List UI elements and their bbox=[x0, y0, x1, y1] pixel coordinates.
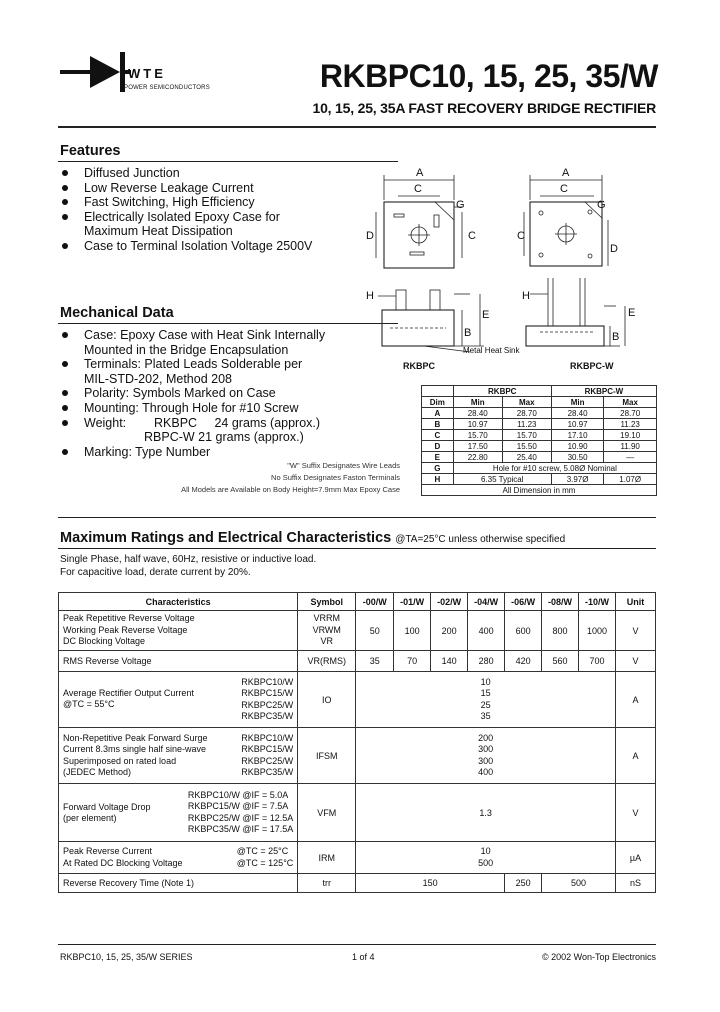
footer-page: 1 of 4 bbox=[352, 952, 375, 962]
table-header: Max bbox=[502, 397, 551, 408]
list-item: Electrically Isolated Epoxy Case for bbox=[62, 210, 312, 225]
cell-line: DC Blocking Voltage bbox=[63, 636, 146, 647]
table-cell: 10.97 bbox=[551, 419, 604, 430]
cell-line: 15 bbox=[480, 688, 491, 698]
table-cell: H bbox=[422, 474, 454, 485]
list-item-continuation: Maximum Heat Dissipation bbox=[84, 224, 233, 239]
ratings-title bbox=[60, 530, 565, 546]
table-cell: 17.10 bbox=[551, 430, 604, 441]
table-cell bbox=[59, 842, 298, 874]
list-item: Low Reverse Leakage Current bbox=[62, 181, 312, 196]
cell-line: 25 bbox=[480, 699, 491, 710]
table-header: RKBPC-W bbox=[551, 386, 656, 397]
cell-left bbox=[63, 733, 208, 779]
dim-label-B: B bbox=[612, 331, 620, 343]
table-cell: 140 bbox=[431, 651, 468, 672]
cell-line: RKBPC25/W bbox=[241, 699, 294, 710]
cell-line: 300 bbox=[478, 744, 494, 754]
table-cell: 19.10 bbox=[604, 430, 657, 441]
table-cell: 280 bbox=[468, 651, 505, 672]
cell-line: (JEDEC Method) bbox=[63, 767, 132, 777]
table-cell: IFSM bbox=[298, 728, 356, 784]
cell-line: RKBPC35/W bbox=[241, 711, 294, 721]
table-row bbox=[59, 874, 656, 893]
table-cell: VR(RMS) bbox=[298, 651, 356, 672]
cell-left bbox=[63, 790, 151, 836]
table-cell: V bbox=[616, 784, 656, 842]
rkbpcw-side-labels bbox=[522, 290, 635, 343]
cell-line: RKBPC25/W bbox=[241, 755, 294, 766]
dim-label-B: B bbox=[464, 327, 472, 339]
table-cell bbox=[59, 611, 298, 651]
cell-right bbox=[241, 677, 293, 723]
table-row bbox=[422, 474, 657, 485]
rkbpcw-side-view bbox=[526, 278, 625, 346]
list-item: Polarity: Symbols Marked on Case bbox=[62, 386, 325, 401]
rkbpc-caption: RKBPC bbox=[403, 361, 436, 371]
page-subtitle: 10, 15, 25, 35A FAST RECOVERY BRIDGE RECTIFIER bbox=[312, 100, 656, 116]
table-cell: 400 bbox=[468, 611, 505, 651]
logo-text: WTE bbox=[128, 66, 166, 81]
cell-line: RKBPC10/W bbox=[241, 732, 294, 743]
table-cell bbox=[59, 672, 298, 728]
cell-line: RKBPC15/W @IF = 7.5A bbox=[187, 801, 289, 811]
list-item: Marking: Type Number bbox=[62, 445, 325, 460]
table-cell: 600 bbox=[505, 611, 542, 651]
table-row bbox=[59, 842, 656, 874]
table-cell: 22.80 bbox=[453, 452, 502, 463]
cell-line: @TC = 125°C bbox=[236, 857, 294, 868]
list-item bbox=[62, 416, 325, 431]
logo-subtext: POWER SEMICONDUCTORS bbox=[124, 85, 210, 91]
table-cell: IRM bbox=[298, 842, 356, 874]
table-header: -10/W bbox=[579, 593, 616, 611]
cell-line: Forward Voltage Drop bbox=[63, 801, 151, 812]
table-cell: 1000 bbox=[579, 611, 616, 651]
cell-left bbox=[63, 677, 194, 723]
cell-line: 500 bbox=[478, 857, 494, 868]
table-cell bbox=[356, 672, 616, 728]
table-cell: 28.40 bbox=[551, 408, 604, 419]
dim-label-C: C bbox=[468, 230, 476, 242]
table-cell: 700 bbox=[579, 651, 616, 672]
cell-line: RKBPC35/W bbox=[241, 767, 294, 777]
mechanical-rule bbox=[58, 323, 398, 324]
table-cell: D bbox=[422, 441, 454, 452]
table-cell: 15.50 bbox=[502, 441, 551, 452]
cell-left bbox=[63, 846, 183, 869]
dim-label-C: C bbox=[414, 183, 422, 195]
heat-sink-label: Metal Heat Sink bbox=[463, 346, 520, 355]
table-cell: 100 bbox=[394, 611, 431, 651]
dim-label-D: D bbox=[610, 243, 618, 255]
table-header: RKBPC bbox=[453, 386, 551, 397]
dim-label-H: H bbox=[366, 290, 374, 302]
cell-line: RKBPC10/W bbox=[241, 676, 294, 687]
features-title: Features bbox=[60, 143, 121, 159]
dim-label-E: E bbox=[482, 309, 490, 321]
table-header: -04/W bbox=[468, 593, 505, 611]
table-cell: A bbox=[616, 728, 656, 784]
weight-rkbpc-name: RKBPC bbox=[154, 415, 198, 430]
table-cell: RMS Reverse Voltage bbox=[59, 651, 298, 672]
cell-line: RKBPC35/W @IF = 17.5A bbox=[187, 824, 294, 834]
table-cell: 15.70 bbox=[453, 430, 502, 441]
table-header: -02/W bbox=[431, 593, 468, 611]
list-item: Diffused Junction bbox=[62, 166, 312, 181]
table-cell bbox=[59, 784, 298, 842]
table-cell: 15.70 bbox=[502, 430, 551, 441]
table-cell: 800 bbox=[542, 611, 579, 651]
table-cell: Reverse Recovery Time (Note 1) bbox=[59, 874, 298, 893]
table-cell: G bbox=[422, 463, 454, 474]
table-cell: B bbox=[422, 419, 454, 430]
table-cell: 250 bbox=[505, 874, 542, 893]
table-cell: 35 bbox=[356, 651, 394, 672]
table-header: Max bbox=[604, 397, 657, 408]
table-header: Min bbox=[453, 397, 502, 408]
mechanical-title: Mechanical Data bbox=[60, 305, 174, 321]
table-cell: V bbox=[616, 651, 656, 672]
cell-line: Average Rectifier Output Current bbox=[63, 687, 194, 698]
rkbpc-top-labels bbox=[366, 167, 476, 242]
table-cell: A bbox=[422, 408, 454, 419]
cell-line: 400 bbox=[478, 767, 494, 777]
cell-right bbox=[237, 846, 294, 869]
table-header: Dim bbox=[422, 397, 454, 408]
table-cell: Hole for #10 screw, 5.08Ø Nominal bbox=[453, 463, 656, 474]
table-row bbox=[59, 593, 656, 611]
table-cell: 560 bbox=[542, 651, 579, 672]
table-row bbox=[422, 419, 657, 430]
table-cell: 28.40 bbox=[453, 408, 502, 419]
section-rule bbox=[58, 517, 656, 518]
table-row bbox=[422, 463, 657, 474]
cell-line: Peak Reverse Current bbox=[63, 846, 153, 856]
ratings-intro-1: Single Phase, half wave, 60Hz, resistive or inductive load. bbox=[60, 554, 317, 565]
table-cell: µA bbox=[616, 842, 656, 874]
cell-line: Working Peak Reverse Voltage bbox=[63, 624, 188, 635]
table-header: Characteristics bbox=[59, 593, 298, 611]
dim-label-A: A bbox=[416, 167, 424, 179]
table-cell: 28.70 bbox=[502, 408, 551, 419]
cell-split bbox=[63, 790, 293, 836]
list-item: Terminals: Plated Leads Solderable per bbox=[62, 357, 325, 372]
table-header: -00/W bbox=[356, 593, 394, 611]
table-cell: 6.35 Typical bbox=[453, 474, 551, 485]
dim-label-G: G bbox=[456, 199, 465, 211]
cell-line: RKBPC15/W bbox=[241, 688, 294, 698]
table-cell: 3.97Ø bbox=[551, 474, 604, 485]
rkbpcw-caption: RKBPC-W bbox=[570, 361, 614, 371]
table-cell: IO bbox=[298, 672, 356, 728]
cell-line: RKBPC25/W @IF = 12.5A bbox=[187, 812, 294, 823]
footnote-no-suffix: No Suffix Designates Faston Terminals bbox=[271, 473, 400, 482]
list-item: Fast Switching, High Efficiency bbox=[62, 195, 312, 210]
cell-line: @TC = 55°C bbox=[63, 699, 115, 709]
table-header: Unit bbox=[616, 593, 656, 611]
ratings-rule bbox=[58, 548, 656, 549]
table-header: Min bbox=[551, 397, 604, 408]
table-cell: 11.23 bbox=[604, 419, 657, 430]
ratings-condition: @TA=25°C unless otherwise specified bbox=[395, 534, 566, 545]
table-cell: 10.97 bbox=[453, 419, 502, 430]
cell-line: 200 bbox=[478, 732, 494, 743]
cell-line: Peak Repetitive Reverse Voltage bbox=[63, 613, 195, 624]
table-row bbox=[59, 784, 656, 842]
dimension-table bbox=[421, 385, 657, 496]
cell-split bbox=[63, 846, 293, 869]
cell-line: 10 bbox=[480, 676, 491, 687]
table-cell: A bbox=[616, 672, 656, 728]
table-cell: 70 bbox=[394, 651, 431, 672]
table-cell: E bbox=[422, 452, 454, 463]
dim-label-A: A bbox=[562, 167, 570, 179]
table-cell: 10.90 bbox=[551, 441, 604, 452]
table-cell: VFM bbox=[298, 784, 356, 842]
table-cell: All Dimension in mm bbox=[422, 485, 657, 496]
table-cell: 11.90 bbox=[604, 441, 657, 452]
cell-split bbox=[63, 733, 293, 779]
header-rule bbox=[58, 126, 656, 128]
cell-line: RKBPC10/W @IF = 5.0A bbox=[187, 789, 289, 800]
list-item-continuation: MIL-STD-202, Method 208 bbox=[84, 371, 232, 386]
table-cell: 420 bbox=[505, 651, 542, 672]
features-list bbox=[62, 166, 312, 254]
cell-line: VRWM bbox=[312, 624, 341, 635]
dim-label-H: H bbox=[522, 290, 530, 302]
table-cell bbox=[59, 728, 298, 784]
table-cell: 17.50 bbox=[453, 441, 502, 452]
cell-line: VR bbox=[320, 636, 334, 647]
table-cell: 50 bbox=[356, 611, 394, 651]
table-row bbox=[422, 441, 657, 452]
table-cell: 1.07Ø bbox=[604, 474, 657, 485]
dim-label-C: C bbox=[517, 230, 525, 242]
dim-label-G: G bbox=[597, 199, 606, 211]
ratings-intro-2: For capacitive load, derate current by 20%. bbox=[60, 567, 251, 578]
table-row bbox=[422, 485, 657, 496]
table-cell: trr bbox=[298, 874, 356, 893]
dim-label-E: E bbox=[628, 307, 636, 319]
list-item: Mounting: Through Hole for #10 Screw bbox=[62, 401, 325, 416]
cell-line: 300 bbox=[478, 755, 494, 766]
table-row bbox=[59, 728, 656, 784]
table-row bbox=[422, 430, 657, 441]
list-item-continuation: Mounted in the Bridge Encapsulation bbox=[84, 342, 289, 357]
weight-rkbpcw: RBPC-W 21 grams (approx.) bbox=[144, 430, 304, 445]
features-rule bbox=[58, 161, 398, 162]
table-row bbox=[422, 452, 657, 463]
cell-right bbox=[188, 790, 293, 836]
cell-right bbox=[241, 733, 293, 779]
table-header: Symbol bbox=[298, 593, 356, 611]
cell-line: Current 8.3ms single half sine-wave bbox=[63, 744, 207, 754]
list-item: Case to Terminal Isolation Voltage 2500V bbox=[62, 239, 312, 254]
footnote-w-suffix: "W" Suffix Designates Wire Leads bbox=[287, 461, 400, 470]
footer-series: RKBPC10, 15, 25, 35/W SERIES bbox=[60, 952, 193, 962]
footer-rule bbox=[58, 944, 656, 945]
ratings-title-text: Maximum Ratings and Electrical Characteristics bbox=[60, 530, 392, 546]
table-cell: 11.23 bbox=[502, 419, 551, 430]
cell-line: 35 bbox=[480, 711, 491, 721]
cell-line: Non-Repetitive Peak Forward Surge bbox=[63, 732, 208, 743]
cell-line: VRRM bbox=[313, 613, 341, 624]
table-cell: — bbox=[604, 452, 657, 463]
table-header: -08/W bbox=[542, 593, 579, 611]
rkbpc-side-labels bbox=[366, 290, 489, 339]
dim-label-C: C bbox=[560, 183, 568, 195]
rkbpc-side-view bbox=[378, 290, 484, 352]
footer-copyright: © 2002 Won-Top Electronics bbox=[541, 952, 656, 962]
table-cell: 28.70 bbox=[604, 408, 657, 419]
table-cell bbox=[356, 728, 616, 784]
table-header: -01/W bbox=[394, 593, 431, 611]
cell-line: (per element) bbox=[63, 813, 117, 823]
table-cell: 150 bbox=[356, 874, 505, 893]
list-item: Case: Epoxy Case with Heat Sink Internally bbox=[62, 328, 325, 343]
page-title: RKBPC10, 15, 25, 35/W bbox=[319, 58, 658, 94]
table-row bbox=[422, 386, 657, 397]
table-cell: C bbox=[422, 430, 454, 441]
mechanical-list bbox=[62, 328, 325, 459]
table-row bbox=[422, 408, 657, 419]
table-cell: 1.3 bbox=[356, 784, 616, 842]
table-row bbox=[59, 651, 656, 672]
table-cell: V bbox=[616, 611, 656, 651]
table-cell bbox=[422, 386, 454, 397]
table-row bbox=[422, 397, 657, 408]
table-cell: 30.50 bbox=[551, 452, 604, 463]
cell-line: 10 bbox=[480, 846, 491, 856]
table-row bbox=[59, 611, 656, 651]
table-cell bbox=[356, 842, 616, 874]
weight-rkbpc-value: 24 grams (approx.) bbox=[214, 415, 321, 430]
dim-label-D: D bbox=[366, 230, 374, 242]
cell-split bbox=[63, 677, 293, 723]
cell-line: Superimposed on rated load bbox=[63, 755, 177, 766]
table-cell: 25.40 bbox=[502, 452, 551, 463]
table-row bbox=[59, 672, 656, 728]
footnote-models: All Models are Available on Body Height=7.9mm Max Epoxy Case bbox=[181, 485, 400, 494]
table-cell: 500 bbox=[542, 874, 616, 893]
table-cell bbox=[298, 611, 356, 651]
table-cell: nS bbox=[616, 874, 656, 893]
weight-label: Weight: bbox=[84, 415, 127, 430]
table-cell: 200 bbox=[431, 611, 468, 651]
table-header: -06/W bbox=[505, 593, 542, 611]
cell-line: @TC = 25°C bbox=[236, 846, 289, 856]
cell-line: At Rated DC Blocking Voltage bbox=[63, 857, 183, 868]
cell-line: RKBPC15/W bbox=[241, 744, 294, 754]
ratings-table bbox=[58, 592, 656, 893]
